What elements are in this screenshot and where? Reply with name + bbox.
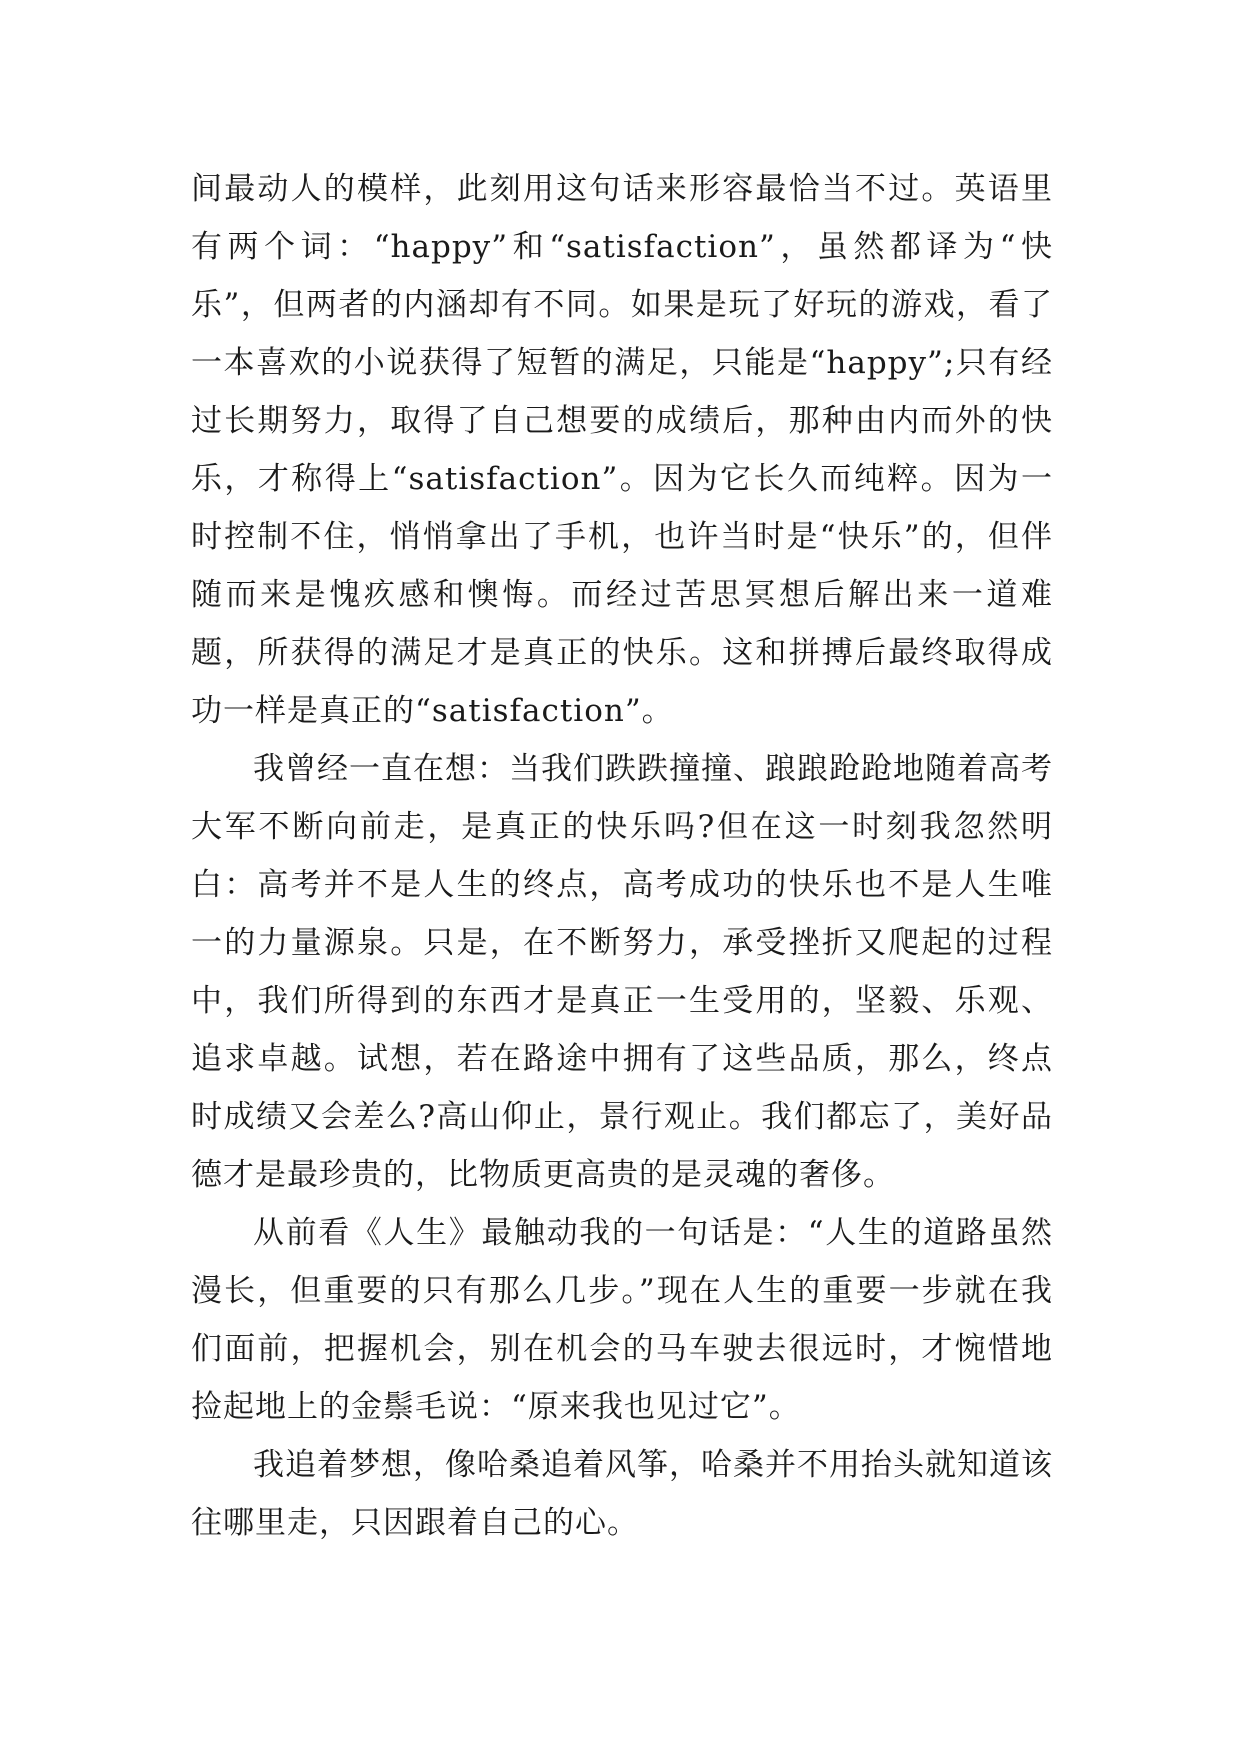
paragraph-3: 从前看《人生》最触动我的一句话是：“人生的道路虽然漫长，但重要的只有那么几步。”现在人生的重要一步就在我们面前，把握机会，别在机会的马车驶去很远时，才惋惜地捡起地上的金鬃毛说：“原来我也见过它”。 [191, 1215, 1053, 1425]
paragraph-4: 我追着梦想，像哈桑追着风筝，哈桑并不用抬头就知道该往哪里走，只因跟着自己的心。 [191, 1447, 1053, 1541]
paragraph-2: 我曾经一直在想：当我们跌跌撞撞、踉踉跄跄地随着高考大军不断向前走，是真正的快乐吗?但在这一时刻我忽然明白：高考并不是人生的终点，高考成功的快乐也不是人生唯一的力量源泉。只是，在不断努力，承受挫折又爬起的过程中，我们所得到的东西才是真正一生受用的，坚毅、乐观、追求卓越。试想，若在路途中拥有了这些品质，那么，终点时成绩又会差么?高山仰止，景行观止。我们都忘了，美好品德才是最珍贵的，比物质更高贵的是灵魂的奢侈。 [191, 751, 1053, 1193]
paragraph-1: 间最动人的模样，此刻用这句话来形容最恰当不过。英语里有两个词：“happy”和“satisfaction”，虽然都译为“快乐”，但两者的内涵却有不同。如果是玩了好玩的游戏，看了一本喜欢的小说获得了短暂的满足，只能是“happy”;只有经过长期努力，取得了自己想要的成绩后，那种由内而外的快乐，才称得上“satisfaction”。因为它长久而纯粹。因为一时控制不住，悄悄拿出了手机，也许当时是“快乐”的，但伴随而来是愧疚感和懊悔。而经过苦思冥想后解出来一道难题，所获得的满足才是真正的快乐。这和拼搏后最终取得成功一样是真正的“satisfaction”。 [191, 171, 1053, 729]
document-page [191, 160, 1053, 1552]
